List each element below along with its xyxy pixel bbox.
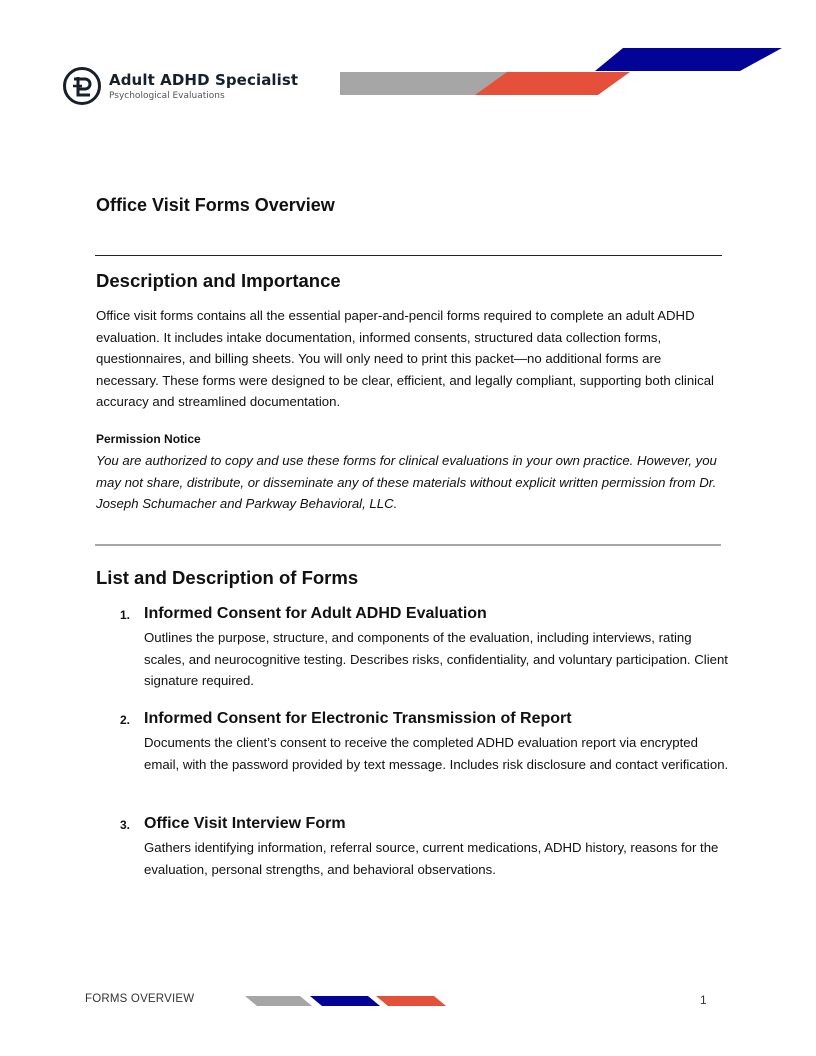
header-stripe-decoration	[340, 46, 790, 98]
logo-icon	[62, 66, 102, 106]
form-number: 3.	[120, 818, 131, 832]
form-description: Outlines the purpose, structure, and components of the evaluation, including interviews, rating scales, and neurocognitive testing. Describes risks, confidentiality, and voluntary participation. Client signature required.	[144, 630, 728, 688]
permission-notice-label: Permission Notice	[96, 432, 201, 446]
form-title: Office Visit Interview Form	[144, 815, 346, 832]
page-title: Office Visit Forms Overview	[96, 195, 335, 215]
description-heading: Description and Importance	[96, 270, 341, 291]
footer-label: FORMS OVERVIEW	[85, 993, 195, 1005]
brand-name: Adult ADHD Specialist	[109, 71, 299, 89]
form-title: Informed Consent for Adult ADHD Evaluation	[144, 605, 487, 622]
form-number: 2.	[120, 713, 131, 727]
description-body: Office visit forms contains all the essential paper-and-pencil forms required to complete an adult ADHD evaluation. It includes intake documentation, informed consents, structured data collection forms, questionnaires, and billing sheets. You will only need to print this packet—no additional forms are necessary. These forms were designed to be clear, efficient, and legally compliant, supporting both clinical accuracy and streamlined documentation.	[96, 308, 714, 409]
section-divider	[95, 544, 721, 546]
form-number: 1.	[120, 608, 131, 622]
footer-stripe-decoration	[240, 994, 450, 1008]
permission-notice-body: You are authorized to copy and use these forms for clinical evaluations in your own practice. However, you may not share, distribute, or disseminate any of these materials without explicit written permission from Dr. Joseph Schumacher and Parkway Behavioral, LLC.	[96, 453, 717, 511]
title-divider	[95, 255, 722, 256]
page-number: 1	[700, 993, 707, 1007]
form-title: Informed Consent for Electronic Transmission of Report	[144, 710, 572, 727]
brand-subtitle: Psychological Evaluations	[109, 91, 225, 101]
form-description: Documents the client’s consent to receive the completed ADHD evaluation report via encrypted email, with the password provided by text message. Includes risk disclosure and contact verification.	[144, 735, 729, 772]
form-description: Gathers identifying information, referral source, current medications, ADHD history, reasons for the evaluation, personal strengths, and behavioral observations.	[144, 840, 719, 877]
forms-list-heading: List and Description of Forms	[96, 567, 359, 588]
